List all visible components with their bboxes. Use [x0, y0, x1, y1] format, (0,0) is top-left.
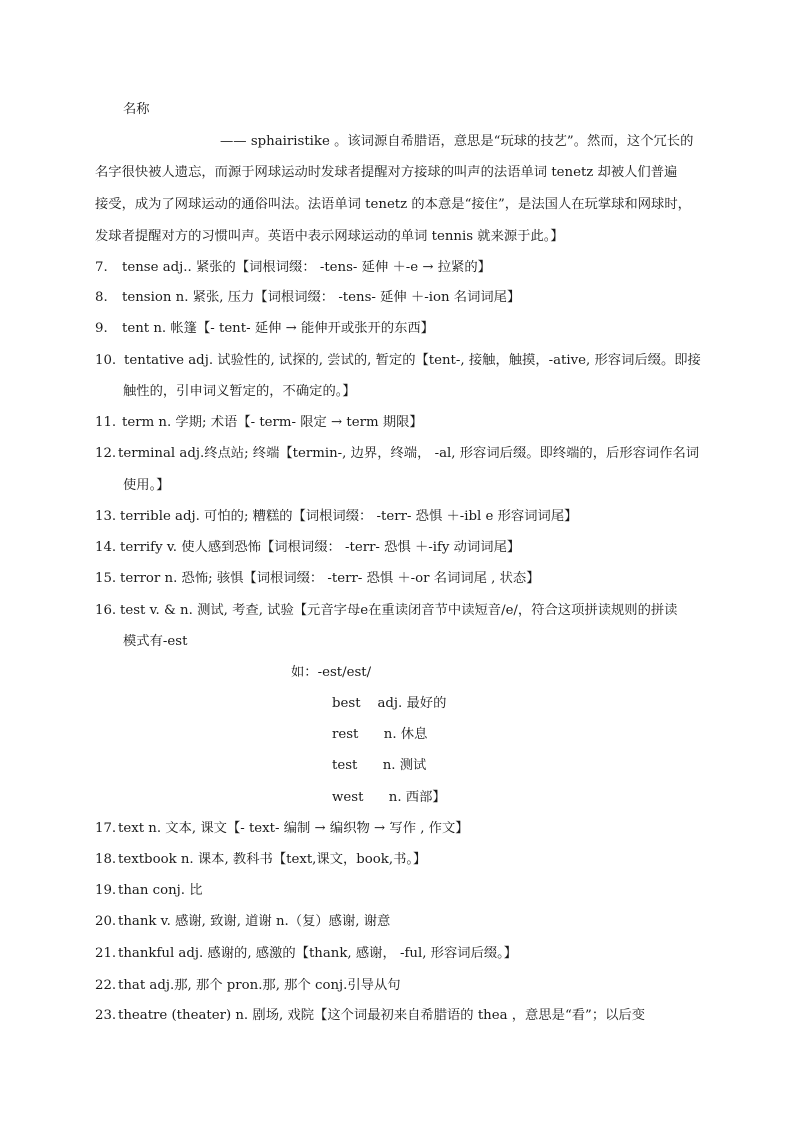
text-line: best adj. 最好的	[332, 696, 447, 711]
entry-number: 23.	[95, 1008, 117, 1023]
entry-line: 8. tension n. 紧张, 压力【词根词缀： -tens- 延伸 ＋-ion 名词词尾】	[95, 290, 521, 305]
text-line: test n. 测试	[332, 758, 427, 773]
entry-line: 17. text n. 文本, 课文【- text- 编制 → 编织物 → 写作 , 作文】	[95, 821, 469, 836]
text-line: 名称	[123, 102, 150, 117]
entry-line: 20. thank v. 感谢, 致谢, 道谢 n.（复）感谢, 谢意	[95, 914, 391, 929]
text-line: —— sphairistike 。该词源自希腊语，意思是“玩球的技艺”。然而，这个冗长的	[220, 134, 694, 149]
entry-line: 23. theatre (theater) n. 剧场, 戏院【这个词最初来自希腊语的 thea ，意思是“看”；以后变	[95, 1008, 646, 1023]
entry-line: 11. term n. 学期; 术语【- term- 限定 → term 期限】	[95, 415, 423, 430]
entry-number: 20.	[95, 914, 117, 929]
entry-line: 21. thankful adj. 感谢的, 感激的【thank, 感谢， -ful, 形容词后缀。】	[95, 946, 518, 961]
text-line: 接受，成为了网球运动的通俗叫法。法语单词 tenetz 的本意是“接住”，是法国人在玩掌球和网球时，	[95, 197, 691, 212]
entry-line: 9. tent n. 帐篷【- tent- 延伸 → 能伸开或张开的东西】	[95, 321, 434, 336]
text-line: 如：-est/est/	[291, 665, 372, 680]
text-line: 发球者提醒对方的习惯叫声。英语中表示网球运动的单词 tennis 就来源于此。】	[95, 229, 564, 244]
entry-line: 12. terminal adj.终点站; 终端【termin-, 边界，终端， -al, 形容词后缀。即终端的，后形容词作名词	[95, 446, 700, 461]
entry-number: 15.	[95, 571, 117, 586]
entry-number: 10.	[95, 353, 117, 368]
entry-number: 14.	[95, 540, 117, 555]
entry-line: 18. textbook n. 课本, 教科书【text,课文，book,书。】	[95, 852, 427, 867]
entry-number: 13.	[95, 509, 117, 524]
entry-number: 18.	[95, 852, 117, 867]
entry-number: 22.	[95, 978, 117, 993]
entry-line: 14. terrify v. 使人感到恐怖【词根词缀： -terr- 恐惧 ＋-ify 动词词尾】	[95, 540, 521, 555]
entry-line: 19. than conj. 比	[95, 883, 203, 898]
entry-line: 15. terror n. 恐怖; 骇惧【词根词缀： -terr- 恐惧 ＋-or 名词词尾 , 状态】	[95, 571, 540, 586]
entry-number: 8.	[95, 290, 108, 305]
entry-number: 12.	[95, 446, 117, 461]
entry-line: 10. tentative adj. 试验性的, 试探的, 尝试的, 暂定的【tent-, 接触，触摸，-ative, 形容词后缀。即接	[95, 353, 701, 368]
text-line: west n. 西部】	[332, 790, 446, 805]
text-line: 触性的，引申词义暂定的，不确定的。】	[123, 384, 356, 399]
text-line: 模式有-est	[123, 634, 188, 649]
entry-line: 13. terrible adj. 可怕的; 糟糕的【词根词缀： -terr- 恐惧 ＋-ibl e 形容词词尾】	[95, 509, 578, 524]
entry-number: 11.	[95, 415, 117, 430]
entry-number: 9.	[95, 321, 108, 336]
entry-number: 17.	[95, 821, 117, 836]
text-line: rest n. 休息	[332, 727, 428, 742]
entry-number: 16.	[95, 603, 117, 618]
text-line: 使用。】	[123, 478, 170, 493]
entry-line: 22. that adj.那, 那个 pron.那, 那个 conj.引导从句	[95, 978, 401, 993]
entry-number: 7.	[95, 260, 108, 275]
entry-line: 16. test v. & n. 测试, 考查, 试验【元音字母e在重读闭音节中读短音/e/，符合这项拼读规则的拼读	[95, 603, 678, 618]
text-line: 名字很快被人遗忘，而源于网球运动时发球者提醒对方接球的叫声的法语单词 tenetz 却被人们普遍	[95, 165, 678, 180]
entry-line: 7. tense adj.. 紧张的【词根词缀： -tens- 延伸 ＋-e → 拉紧的】	[95, 260, 491, 275]
entry-number: 19.	[95, 883, 117, 898]
entry-number: 21.	[95, 946, 117, 961]
